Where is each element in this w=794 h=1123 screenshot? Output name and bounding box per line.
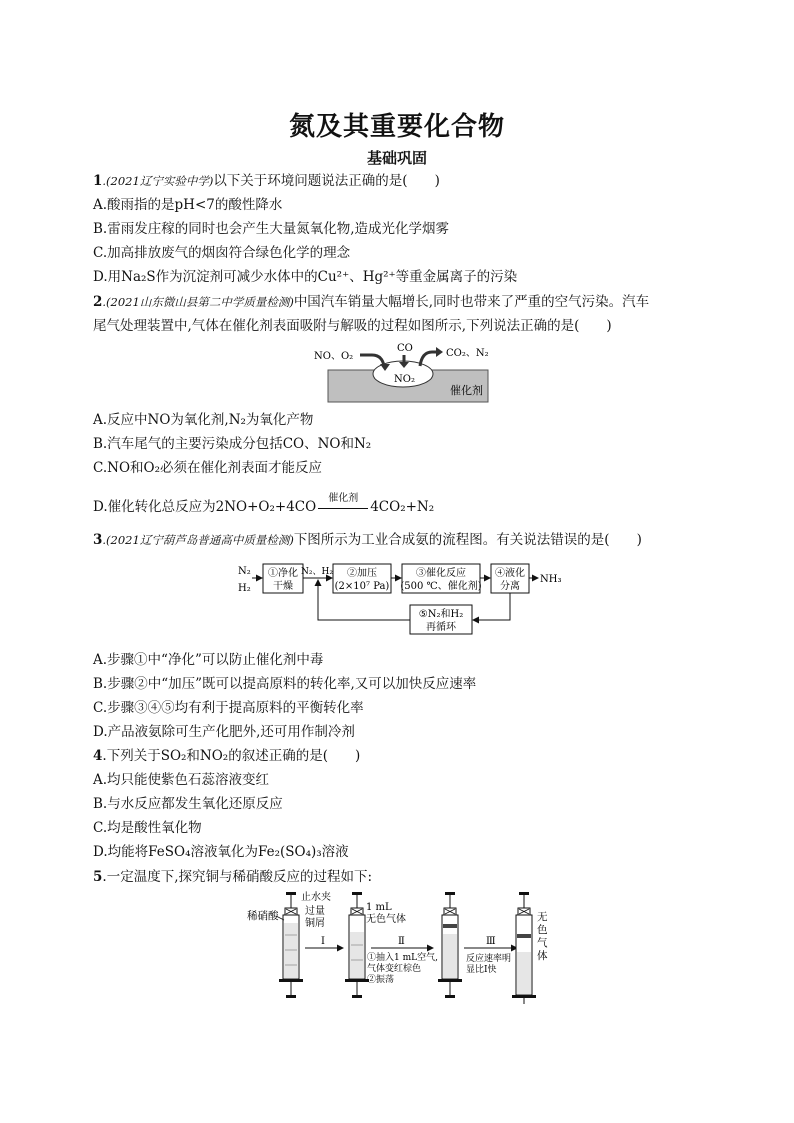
- fig5-gas-end-2: 色: [537, 924, 548, 936]
- q3-option-a: A.步骤①中“净化”可以防止催化剂中毒: [93, 652, 324, 668]
- q2-option-d: [93, 492, 435, 516]
- flow-box-purify-l2: 干燥: [273, 581, 293, 592]
- ammonia-synthesis-flowchart: [230, 560, 570, 638]
- fig5-clip-label: 止水夹: [301, 892, 331, 903]
- fig3-arrow-label: N₂、H₂: [301, 567, 333, 577]
- fig5-copper-label-2: 铜屑: [305, 918, 325, 929]
- fig2-co-label: CO: [397, 343, 413, 354]
- q2-number: 2: [93, 294, 103, 310]
- q1-number: 1: [93, 173, 103, 189]
- q1-source: .(2021辽宁实验中学): [102, 174, 214, 188]
- flow-box-catalysis-l1: ③催化反应: [416, 568, 466, 579]
- fig5-step-3: Ⅲ: [486, 936, 496, 947]
- q3-question: 下图所示为工业合成氨的流程图。有关说法错误的是( ): [293, 532, 642, 548]
- q2-question: 中国汽车销量大幅增长,同时也带来了严重的空气污染。汽车: [293, 294, 650, 310]
- flow-box-recycle-l1: ⑤N₂和H₂: [418, 609, 464, 620]
- q5-number: 5: [93, 869, 103, 885]
- q2-option-c: C.NO和O₂必须在催化剂表面才能反应: [93, 460, 322, 476]
- q2-source: .(2021山东微山县第二中学质量检测): [102, 295, 294, 309]
- q3-source: .(2021辽宁葫芦岛普通高中质量检测): [102, 533, 294, 547]
- q3-number: 3: [93, 532, 103, 548]
- flow-box-liquefy-l1: ④液化: [495, 568, 525, 579]
- reaction-condition: 催化剂: [328, 492, 359, 504]
- flow-box-recycle-l2: 再循环: [426, 622, 456, 633]
- fig5-gas-end-3: 气: [537, 937, 548, 949]
- q3-option-d: D.产品液氨除可生产化肥外,还可用作制冷剂: [93, 724, 355, 740]
- fig2-in-label: NO、O₂: [314, 351, 354, 362]
- q2-option-a: A.反应中NO为氧化剂,N₂为氧化产物: [93, 412, 314, 428]
- q3-option-c: C.步骤③④⑤均有利于提高原料的平衡转化率: [93, 700, 364, 716]
- q1-option-c: C.加高排放废气的烟囱符合绿色化学的理念: [93, 245, 351, 261]
- fig3-in-n2: N₂: [238, 566, 251, 577]
- syringe-1: [279, 892, 303, 998]
- fig5-note2-2: 气体变红棕色: [367, 964, 422, 974]
- fig5-copper-label-1: 过量: [305, 906, 325, 917]
- syringe-3: [438, 892, 462, 998]
- fig5-acid-label: 稀硝酸: [247, 910, 279, 922]
- fig5-note2-1: ①抽入1 mL空气,: [367, 953, 438, 963]
- q4-question: .下列关于SO₂和NO₂的叙述正确的是( ): [102, 748, 361, 764]
- q1-option-d: D.用Na₂S作为沉淀剂可减少水体中的Cu²⁺、Hg²⁺等重金属离子的污染: [93, 269, 518, 285]
- fig5-step-2: Ⅱ: [398, 936, 405, 947]
- fig5-step-1: Ⅰ: [321, 936, 325, 947]
- q1-question: 以下关于环境问题说法正确的是( ): [213, 173, 440, 189]
- q4-stem: [93, 747, 360, 765]
- outflow-arrowhead: [436, 347, 443, 357]
- flow-box-purify-l1: ①净化: [268, 568, 298, 579]
- fig3-in-h2: H₂: [238, 583, 251, 594]
- section-heading: 基础巩固: [366, 149, 427, 167]
- fig2-out-label: CO₂、N₂: [446, 348, 489, 359]
- q2-option-d-prefix: D.催化转化总反应为2NO+O₂+4CO: [93, 499, 317, 515]
- q5-question: .一定温度下,探究铜与稀硝酸反应的过程如下:: [102, 869, 373, 885]
- fig3-out: NH₃: [540, 574, 562, 585]
- reaction-arrow: [318, 492, 368, 515]
- q3-option-b: B.步骤②中“加压”既可以提高原料的转化率,又可以加快反应速率: [93, 676, 477, 692]
- q2-stem-line2: 尾气处理装置中,气体在催化剂表面吸附与解吸的过程如图所示,下列说法正确的是( ): [93, 318, 612, 334]
- fig5-note2-3: ②振荡: [367, 975, 395, 985]
- fig5-gas-end-1: 无: [537, 911, 548, 923]
- fig2-catalyst-label: 催化剂: [450, 384, 483, 397]
- q4-option-c: C.均是酸性氧化物: [93, 820, 202, 836]
- page-title: 氮及其重要化合物: [288, 112, 505, 142]
- flow-box-catalysis-l2: (500 ℃、催化剂): [400, 581, 482, 592]
- copper-nitric-acid-figure: [245, 890, 560, 1005]
- q1-option-b: B.雷雨发庄稼的同时也会产生大量氮氧化物,造成光化学烟雾: [93, 221, 450, 237]
- q2-stem-line1: [93, 293, 649, 311]
- fig5-gas1-label-1: 1 mL: [366, 902, 392, 913]
- catalytic-converter-figure: [310, 340, 495, 405]
- q4-number: 4: [93, 748, 103, 764]
- flow-box-compress-l2: (2×10⁷ Pa): [334, 581, 390, 592]
- q1-option-a: A.酸雨指的是pH<7的酸性降水: [93, 197, 283, 213]
- fig5-gas-end-4: 体: [537, 950, 548, 962]
- flow-box-liquefy-l2: 分离: [500, 581, 520, 592]
- q3-stem: [93, 531, 642, 549]
- fig5-gas1-label-2: 无色气体: [366, 914, 406, 925]
- q5-stem: [93, 868, 372, 886]
- q2-option-b: B.汽车尾气的主要污染成分包括CO、NO和N₂: [93, 436, 372, 452]
- fig5-note3-2: 显比Ⅰ快: [466, 965, 497, 975]
- q4-option-a: A.均只能使紫色石蕊溶液变红: [93, 772, 270, 788]
- q4-option-d: D.均能将FeSO₄溶液氧化为Fe₂(SO₄)₃溶液: [93, 844, 349, 860]
- fig2-mid-label: NO₂: [394, 374, 415, 385]
- q4-option-b: B.与水反应都发生氧化还原反应: [93, 796, 283, 812]
- q1-stem: [93, 172, 440, 190]
- syringe-4: [512, 892, 536, 1004]
- flow-box-compress-l1: ②加压: [347, 568, 377, 579]
- q2-option-d-suffix: 4CO₂+N₂: [370, 499, 435, 515]
- fig5-note3-1: 反应速率明: [466, 954, 512, 964]
